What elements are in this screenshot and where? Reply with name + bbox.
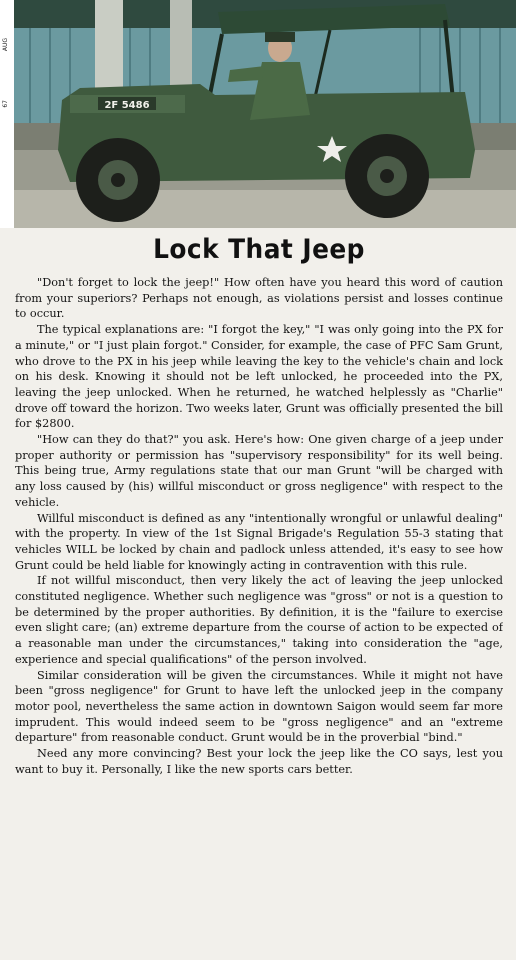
license-plate: 2F 5486 — [104, 100, 150, 111]
article-paragraph: Need any more convincing? Best your lock the jeep like the CO says, lest you want to buy it. Personally, I like the new sports cars better. — [15, 747, 503, 776]
article-paragraph: "Don't forget to lock the jeep!" How often have you heard this word of caution from your superiors? Perhaps not enough, as violations persist and losses continue to occur. — [15, 276, 503, 321]
article-paragraph: "How can they do that?" you ask. Here's how: One given charge of a jeep under proper authority or permission has "supervisory responsibility" for its well being. This being true, Army regulations state that our man Grunt "will be charged with any loss caused by (his) willful misconduct or gross negligence" with respect to the vehicle. — [15, 433, 503, 509]
jeep-photo — [0, 0, 516, 228]
article-paragraph: The typical explanations are: "I forgot the key," "I was only going into the PX for a minute," or "I just plain forgot." Consider, for example, the case of PFC Sam Grunt, who drove to the PX in his jeep while leaving the key to the vehicle's chain and lock on his desk. Knowing it should not be left unlocked, he proceeded into the PX, leaving the jeep unlocked. When he returned, he watched helplessly as "Charlie" drove off toward the horizon. Two weeks later, Grunt was officially presented the bill for $2800. — [15, 323, 503, 431]
article — [15, 228, 503, 956]
article-headline: Lock That Jeep — [153, 234, 365, 265]
side-date-year: 67 — [2, 100, 9, 108]
article-paragraph: Similar consideration will be given the circumstances. While it might not have been "gross negligence" for Grunt to have left the unlocked jeep in the company motor pool, nevertheless the same action in downtown Saigon would seem far more imprudent. This would indeed seem to be "gross negligence" and an "extreme departure" from reasonable conduct. Grunt would be in the proverbial "bind." — [15, 668, 503, 745]
article-paragraph: If not willful misconduct, then very likely the act of leaving the jeep unlocked constituted negligence. Whether such negligence was "gross" or not is a question to be determined by the proper authorities. By definition, it is the "failure to exercise even slight care; (an) extreme departure from the course of action to be expected of a reasonable man under the circumstances," taking into consideration the "age, experience and special qualifications" of the person involved. — [15, 574, 503, 666]
article-paragraph: Willful misconduct is defined as any "intentionally wrongful or unlawful dealing" with the property. In view of the 1st Signal Brigade's Regulation 55-3 stating that vehicles WILL be locked by chain and padlock unless attended, it's easy to see how Grunt could be held liable for knowingly acting in contravention with this rule. — [15, 511, 503, 572]
side-date-month: AUG — [2, 38, 9, 52]
